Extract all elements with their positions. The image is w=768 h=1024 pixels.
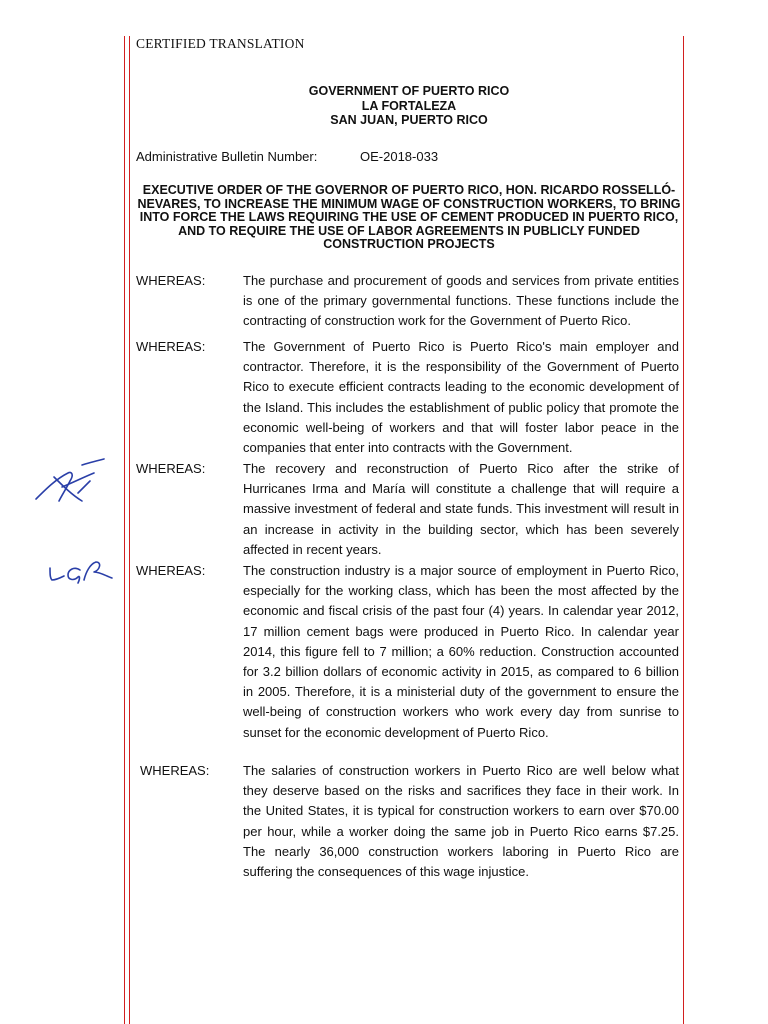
margin-line-right bbox=[683, 36, 684, 1024]
government-header bbox=[136, 84, 682, 128]
whereas-clause-5 bbox=[136, 761, 679, 882]
header-line-2: LA FORTALEZA bbox=[361, 98, 457, 113]
certified-translation-label: CERTIFIED TRANSLATION bbox=[136, 36, 305, 51]
whereas-clause-3 bbox=[136, 459, 679, 560]
bulletin-label: Administrative Bulletin Number: bbox=[136, 149, 318, 164]
whereas-text: The salaries of construction workers in Puerto Rico are well below what they deserve based on the risks and sacrifices they face in their work. In the United States, it is typical for construction workers to earn over $70.00 per hour, while a worker doing the same job in Puerto Rico earns $7.25. The nearly 36,000 construction workers laboring in Puerto Rico are suffering the consequences of this wage injustice. bbox=[243, 763, 679, 880]
whereas-text: The Government of Puerto Rico is Puerto Rico's main employer and contractor. Therefore, it is the responsibility of the Government of Puerto Rico to execute efficient contracts leading to the economic development of the Island. This includes the establishment of public policy that promote the economic well-being of workers and that will foster labor peace in the companies that enter into contracts with the Government. bbox=[243, 339, 679, 456]
margin-line-left-inner bbox=[129, 36, 130, 1024]
whereas-label: WHEREAS: bbox=[136, 461, 206, 476]
whereas-clause-4 bbox=[136, 561, 679, 743]
whereas-label: WHEREAS: bbox=[136, 273, 206, 288]
whereas-label: WHEREAS: bbox=[136, 563, 206, 578]
handwritten-initials-1 bbox=[32, 455, 110, 515]
whereas-clause-2 bbox=[136, 337, 679, 458]
bulletin-number: OE-2018-033 bbox=[360, 149, 439, 164]
margin-line-left-outer bbox=[124, 36, 125, 1024]
whereas-clause-1 bbox=[136, 271, 679, 332]
executive-order-title: EXECUTIVE ORDER OF THE GOVERNOR OF PUERTO RICO, HON. RICARDO ROSSELLÓ-NEVARES, TO INCREASE THE MINIMUM WAGE OF CONSTRUCTION WORKERS, TO BRING INTO FORCE THE LAWS REQUIRING THE USE OF CEMENT PRODUCED IN PUERTO RICO, AND TO REQUIRE THE USE OF LABOR AGREEMENTS IN PUBLICLY FUNDED CONSTRUCTION PROJECTS bbox=[137, 183, 681, 251]
whereas-text: The recovery and reconstruction of Puerto Rico after the strike of Hurricanes Irma and María will constitute a challenge that will require a massive investment of federal and state funds. This investment will result in an increase in activity in the building sector, which has been severely affected in recent years. bbox=[243, 461, 679, 557]
handwritten-initials-2 bbox=[42, 556, 120, 588]
whereas-label: WHEREAS: bbox=[136, 339, 206, 354]
whereas-label: WHEREAS: bbox=[140, 763, 210, 778]
header-line-1: GOVERNMENT OF PUERTO RICO bbox=[308, 84, 510, 98]
header-line-3: SAN JUAN, PUERTO RICO bbox=[330, 113, 488, 127]
bulletin-line bbox=[136, 149, 439, 164]
whereas-text: The purchase and procurement of goods and services from private entities is one of the primary governmental functions. These functions include the contracting of construction work for the Government of Puerto Rico. bbox=[243, 273, 679, 329]
whereas-text: The construction industry is a major source of employment in Puerto Rico, especially for the working class, which has been the most affected by the economic and fiscal crisis of the past four (4) years. In calendar year 2012, 17 million cement bags were produced in Puerto Rico. In calendar year 2014, this figure fell to 7 million; a 60% reduction. Construction accounted for 3.2 billion dollars of economic activity in 2015, as compared to 6 billion in 2005. Therefore, it is a ministerial duty of the government to ensure the well-being of construction workers who work every day from sunrise to sunset for the economic development of Puerto Rico. bbox=[243, 563, 679, 740]
